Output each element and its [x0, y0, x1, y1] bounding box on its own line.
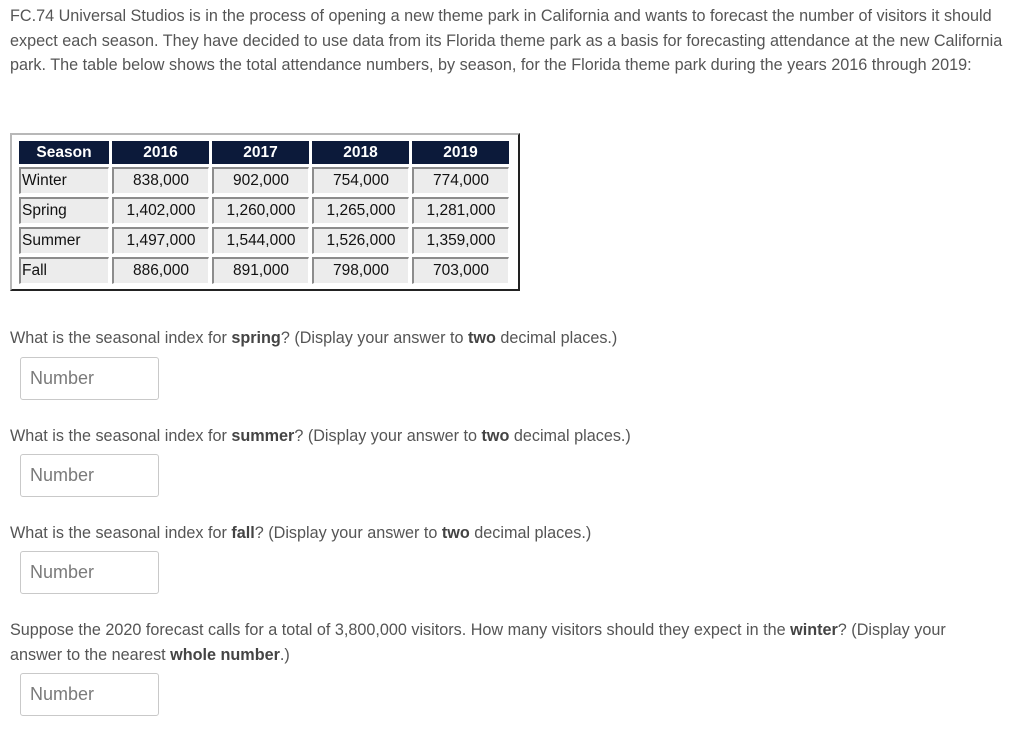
- header-2017: 2017: [212, 141, 309, 164]
- summer-index-input[interactable]: [20, 454, 159, 497]
- question-text: ? (Display your answer to the nearest: [10, 621, 946, 664]
- question-emphasis: two: [441, 524, 470, 542]
- value-cell: 754,000: [312, 167, 409, 194]
- fall-index-input[interactable]: [20, 551, 159, 594]
- value-cell: 1,260,000: [212, 197, 309, 224]
- question-text: What is the seasonal index for: [10, 524, 232, 542]
- attendance-table: [16, 138, 512, 287]
- question-text: What is the seasonal index for: [10, 329, 232, 347]
- attendance-table-frame: [10, 133, 520, 291]
- value-cell: 838,000: [112, 167, 209, 194]
- question-text: .): [279, 645, 290, 664]
- table-row-fall: [19, 257, 509, 284]
- season-cell: Winter: [19, 167, 109, 194]
- header-season: Season: [19, 141, 109, 164]
- question-text: ? (Display your answer to: [294, 427, 482, 445]
- question-text: ? (Display your answer to: [280, 329, 468, 347]
- question-text: What is the seasonal index for: [10, 427, 232, 445]
- question-emphasis: summer: [231, 427, 295, 445]
- problem-intro: FC.74 Universal Studios is in the process of opening a new theme park in California and wants to forecast the number of visitors it should expect each season. They have decided to use data from its Florida theme park as a basis for forecasting attendance at the new California park. The table below shows the total attendance numbers, by season, for the Florida theme park during the years 2016 through 2019:: [10, 7, 1003, 74]
- value-cell: 891,000: [212, 257, 309, 284]
- question-text: decimal places.): [509, 427, 631, 445]
- header-2019: 2019: [412, 141, 509, 164]
- question-summer: [10, 424, 1000, 449]
- value-cell: 1,526,000: [312, 227, 409, 254]
- question-emphasis: two: [467, 329, 496, 347]
- season-cell: Fall: [19, 257, 109, 284]
- season-cell: Spring: [19, 197, 109, 224]
- value-cell: 1,359,000: [412, 227, 509, 254]
- header-2016: 2016: [112, 141, 209, 164]
- table-row-summer: [19, 227, 509, 254]
- header-2018: 2018: [312, 141, 409, 164]
- question-emphasis: whole number: [170, 645, 280, 664]
- question-text: decimal places.): [469, 524, 592, 542]
- value-cell: 1,402,000: [112, 197, 209, 224]
- value-cell: 798,000: [312, 257, 409, 284]
- value-cell: 1,281,000: [412, 197, 509, 224]
- winter-forecast-input[interactable]: [20, 673, 159, 716]
- value-cell: 703,000: [412, 257, 509, 284]
- question-spring: [10, 326, 1000, 351]
- question-text: Suppose the 2020 forecast calls for a total of 3,800,000 visitors. How many visitors should they expect in the: [10, 621, 791, 639]
- value-cell: 1,544,000: [212, 227, 309, 254]
- table-row-winter: [19, 167, 509, 194]
- question-winter-forecast: [10, 618, 1000, 667]
- question-text: ? (Display your answer to: [254, 524, 442, 542]
- question-fall: [10, 521, 1000, 546]
- question-emphasis: fall: [231, 524, 255, 542]
- season-cell: Summer: [19, 227, 109, 254]
- value-cell: 886,000: [112, 257, 209, 284]
- table-row-spring: [19, 197, 509, 224]
- question-emphasis: two: [481, 427, 510, 445]
- question-emphasis: spring: [231, 329, 281, 347]
- question-text: decimal places.): [495, 329, 618, 347]
- value-cell: 774,000: [412, 167, 509, 194]
- value-cell: 1,265,000: [312, 197, 409, 224]
- question-emphasis: winter: [790, 621, 838, 639]
- value-cell: 902,000: [212, 167, 309, 194]
- value-cell: 1,497,000: [112, 227, 209, 254]
- spring-index-input[interactable]: [20, 357, 159, 400]
- table-header-row: [19, 141, 509, 164]
